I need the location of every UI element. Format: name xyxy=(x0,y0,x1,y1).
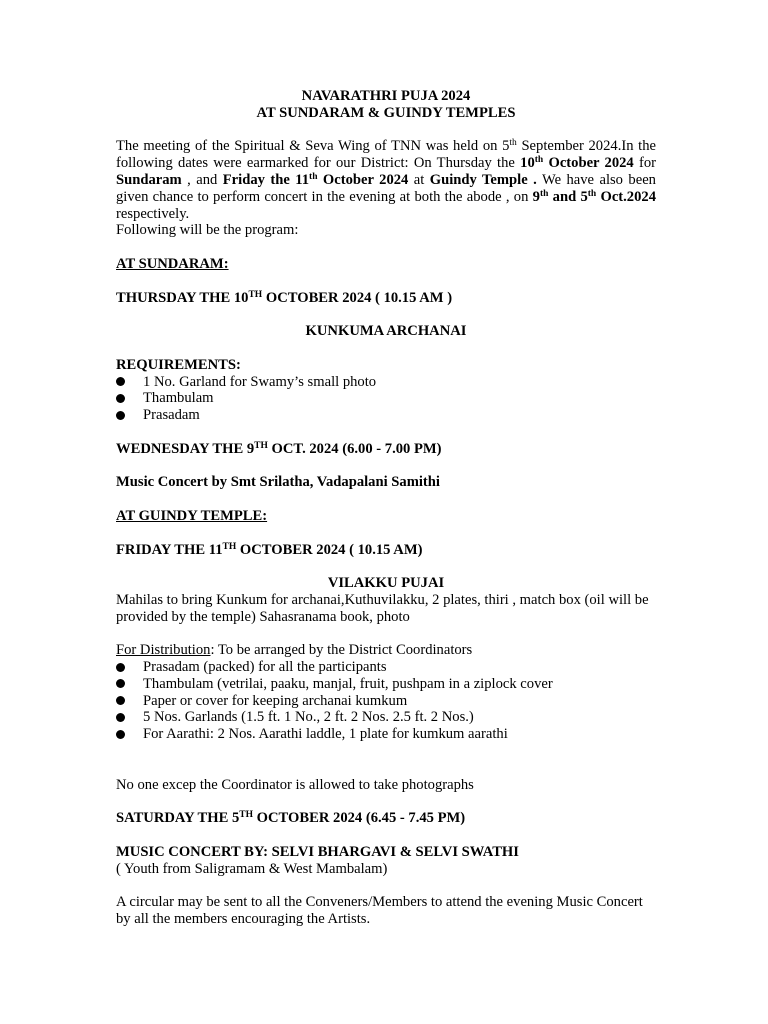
sundaram-event1-title: KUNKUMA ARCHANAI xyxy=(305,323,467,340)
intro-date-3: 9th and 5th Oct.2024 xyxy=(532,188,656,205)
list-item: 5 Nos. Garlands (1.5 ft. 1 No., 2 ft. 2 Nos. 2.5 ft. 2 Nos.) xyxy=(116,709,656,726)
intro-date-1: 10th October 2024 xyxy=(520,155,634,172)
intro-place-1: Sundaram xyxy=(116,171,182,188)
requirements-heading: REQUIREMENTS: xyxy=(116,356,241,373)
photo-note: No one excep the Coordinator is allowed to take photographs xyxy=(116,776,474,793)
list-item: 1 No. Garland for Swamy’s small photo xyxy=(116,374,656,391)
intro-text-4: , and xyxy=(181,171,223,188)
intro-date-2: Friday the 11th October 2024 xyxy=(222,171,409,188)
intro-following: Following will be the program: xyxy=(116,222,299,239)
intro-text-1: The meeting of the Spiritual & Seva Wing of TNN was held on 5 xyxy=(116,138,510,155)
sundaram-heading: AT SUNDARAM: xyxy=(116,255,229,272)
intro-place-2: Guindy Temple . xyxy=(429,171,537,188)
intro-text-3: for xyxy=(633,155,657,172)
sundaram-event2-date: WEDNESDAY THE 9TH OCT. 2024 (6.00 - 7.00 PM) xyxy=(116,440,442,457)
document-title: NAVARATHRI PUJA 2024 xyxy=(301,88,471,104)
list-item: Prasadam (packed) for all the participants xyxy=(116,659,656,676)
distribution-label: For Distribution xyxy=(116,642,211,659)
circular-paragraph: A circular may be sent to all the Conveners/Members to attend the evening Music Concert by all the members encouraging the Artists. xyxy=(116,894,643,928)
guindy-concert: MUSIC CONCERT BY: SELVI BHARGAVI & SELVI SWATHI xyxy=(116,843,519,860)
list-item: Paper or cover for keeping archanai kumkum xyxy=(116,693,656,710)
intro-text-6: We have also been given chance to perform concert in the evening at both the abode , on xyxy=(116,171,656,205)
document-page xyxy=(116,88,656,928)
guindy-event1-title: VILAKKU PUJAI xyxy=(327,575,445,592)
guindy-event1-date: FRIDAY THE 11TH OCTOBER 2024 ( 10.15 AM) xyxy=(116,541,423,558)
distribution-list xyxy=(116,659,656,743)
guindy-concert-sub: ( Youth from Saligramam & West Mambalam) xyxy=(116,860,388,877)
intro-text-5: at xyxy=(408,171,430,188)
list-item: Prasadam xyxy=(116,407,656,424)
intro-sup-1: th xyxy=(509,138,517,149)
list-item: Thambulam xyxy=(116,390,656,407)
guindy-event2-date: SATURDAY THE 5TH OCTOBER 2024 (6.45 - 7.45 PM) xyxy=(116,810,466,827)
guindy-heading: AT GUINDY TEMPLE: xyxy=(116,507,268,524)
sundaram-concert: Music Concert by Smt Srilatha, Vadapalani Samithi xyxy=(116,474,440,491)
mahilas-paragraph: Mahilas to bring Kunkum for archanai,Kuthuvilakku, 2 plates, thiri , match box (oil will be provided by the temple) Sahasranama book, photo xyxy=(116,591,649,625)
sundaram-event1-date: THURSDAY THE 10TH OCTOBER 2024 ( 10.15 AM ) xyxy=(116,289,453,306)
requirements-list xyxy=(116,374,656,424)
document-subtitle: AT SUNDARAM & GUINDY TEMPLES xyxy=(256,104,516,121)
distribution-text: : To be arranged by the District Coordinators xyxy=(210,642,473,659)
list-item: For Aarathi: 2 Nos. Aarathi laddle, 1 plate for kumkum aarathi xyxy=(116,726,656,743)
list-item: Thambulam (vetrilai, paaku, manjal, fruit, pushpam in a ziplock cover xyxy=(116,676,656,693)
intro-text-7: respectively. xyxy=(116,205,190,222)
intro-paragraph xyxy=(116,138,656,222)
distribution-paragraph xyxy=(116,642,656,659)
intro-text-2: September 2024.In the following dates were earmarked for our District: On Thursday the xyxy=(116,138,656,172)
